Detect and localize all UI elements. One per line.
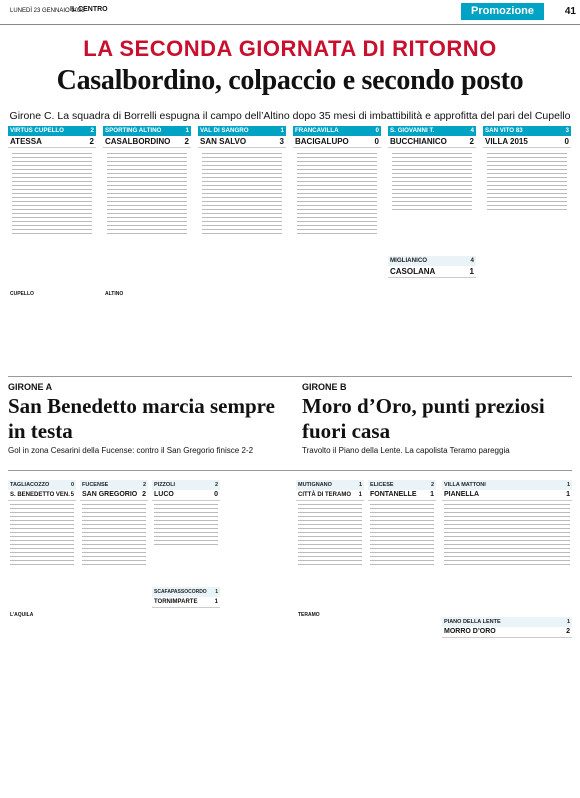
away-score: 1 — [469, 267, 474, 276]
match-card — [152, 480, 220, 768]
match-lineups — [368, 501, 436, 611]
away-team: S. BENEDETTO VEN. — [10, 492, 70, 498]
away-team: LUCO — [154, 491, 174, 498]
home-team: SAN VITO 83 — [485, 127, 523, 134]
match-away-row — [8, 490, 76, 501]
home-team: TAGLIACOZZO — [10, 482, 50, 488]
match-lineups — [483, 148, 571, 250]
match-home-row — [388, 256, 476, 266]
home-score: 1 — [280, 127, 284, 134]
match-home-row — [388, 126, 476, 136]
match-away-row — [103, 136, 191, 148]
away-team: ATESSA — [10, 137, 42, 146]
girone-b-label: GIRONE B — [302, 382, 347, 392]
match-away-row — [442, 490, 572, 501]
match-home-row — [368, 480, 436, 490]
home-score: 3 — [565, 127, 569, 134]
section-divider — [8, 470, 572, 471]
home-team: VIRTUS CUPELLO — [10, 127, 64, 134]
away-score: 1 — [566, 491, 570, 498]
home-score: 1 — [358, 482, 362, 488]
away-team: CASALBORDINO — [105, 137, 171, 146]
match-home-row — [8, 126, 96, 136]
match-report-label: ALTINO — [105, 291, 124, 297]
match-away-row — [368, 490, 436, 501]
away-team: TORNIMPARTE — [154, 599, 198, 605]
girone-b-subheadline: Travolto il Piano della Lente. La capolista Teramo pareggia — [302, 446, 510, 455]
home-score: 1 — [566, 619, 570, 625]
match-report-label: TERAMO — [298, 612, 320, 618]
home-score: 1 — [566, 482, 570, 488]
match-away-row — [198, 136, 286, 148]
girone-a-subheadline: Gol in zona Cesarini della Fucense: contro il San Gregorio finisce 2-2 — [8, 446, 254, 455]
girone-c-matches — [8, 126, 572, 356]
away-score: 0 — [374, 137, 379, 146]
away-team: CASOLANA — [390, 267, 436, 276]
home-team: PIZZOLI — [154, 482, 176, 488]
home-score: 2 — [430, 482, 434, 488]
away-score: 2 — [89, 137, 94, 146]
home-score: 2 — [214, 482, 218, 488]
kicker: LA SECONDA GIORNATA DI RITORNO — [83, 36, 497, 61]
match-away-row — [152, 490, 220, 501]
away-score: 1 — [214, 599, 218, 605]
match-card — [296, 480, 364, 768]
match-lineups — [293, 148, 381, 290]
match-card — [8, 480, 76, 768]
newspaper-name: IL CENTRO — [70, 6, 108, 13]
match-home-row — [293, 126, 381, 136]
away-team: BUCCHIANICO — [390, 137, 447, 146]
match-lineups — [80, 501, 148, 611]
page-header — [0, 0, 580, 25]
match-lineups — [152, 501, 220, 581]
girone-a-headline: San Benedetto marcia sempre in testa — [8, 394, 275, 443]
home-score: 4 — [470, 127, 474, 134]
home-score: 2 — [142, 482, 146, 488]
away-team: VILLA 2015 — [485, 137, 528, 146]
home-team: MUTIGNANO — [298, 482, 332, 488]
match-lineups — [198, 148, 286, 290]
match-home-row — [442, 617, 572, 627]
away-team: MORRO D’ORO — [444, 628, 496, 635]
home-team: SCAFAPASSOCORDO — [154, 589, 207, 595]
match-home-row — [103, 126, 191, 136]
home-score: 4 — [470, 257, 474, 264]
match-report-label: CUPELLO — [10, 291, 34, 297]
match-home-row — [152, 587, 220, 597]
home-team: S. GIOVANNI T. — [390, 127, 435, 134]
girone-a-label: GIRONE A — [8, 382, 53, 392]
issue-date: LUNEDÌ 23 GENNAIO 2023 — [10, 8, 85, 14]
home-team: MIGLIANICO — [390, 257, 428, 264]
match-card — [198, 126, 286, 356]
away-team: BACIGALUPO — [295, 137, 349, 146]
match-home-row — [442, 480, 572, 490]
match-home-row — [152, 480, 220, 490]
home-score: 0 — [375, 127, 379, 134]
match-away-row — [80, 490, 148, 501]
match-lineups — [442, 501, 572, 611]
away-score: 1 — [430, 491, 434, 498]
match-card — [103, 126, 191, 356]
away-team: FONTANELLE — [370, 491, 417, 498]
page-number: 41 — [564, 6, 576, 17]
away-score: 2 — [142, 491, 146, 498]
match-away-row — [442, 627, 572, 638]
away-team: SAN SALVO — [200, 137, 247, 146]
match-lineups — [296, 501, 364, 611]
match-home-row — [296, 480, 364, 490]
match-away-row — [483, 136, 571, 148]
match-lineups — [388, 148, 476, 250]
away-score: 3 — [279, 137, 284, 146]
away-team: CITTÀ DI TERAMO — [298, 492, 351, 498]
away-score: 2 — [566, 628, 570, 635]
match-away-row — [293, 136, 381, 148]
home-score: 2 — [90, 127, 94, 134]
match-away-row — [296, 490, 364, 501]
match-away-row — [388, 136, 476, 148]
match-home-row — [8, 480, 76, 490]
away-score: 5 — [70, 492, 74, 498]
match-away-row — [8, 136, 96, 148]
match-lineups — [103, 148, 191, 290]
home-score: 0 — [70, 482, 74, 488]
match-card — [8, 126, 96, 356]
home-team: ELICESE — [370, 482, 394, 488]
match-card — [293, 126, 381, 356]
match-card — [80, 480, 148, 768]
match-home-row — [198, 126, 286, 136]
subheadline: Girone C. La squadra di Borrelli espugna il campo dell’Altino dopo 35 mesi di imbattibilità e approfitta del pari del Cupello — [9, 110, 571, 122]
away-team: SAN GREGORIO — [82, 491, 138, 498]
away-team: PIANELLA — [444, 491, 479, 498]
match-home-row — [483, 126, 571, 136]
home-score: 1 — [215, 589, 218, 595]
girone-b-headline: Moro d’Oro, punti preziosi fuori casa — [302, 394, 545, 443]
match-home-row — [80, 480, 148, 490]
away-score: 0 — [564, 137, 569, 146]
section-badge: Promozione — [461, 3, 544, 20]
home-team: VILLA MATTONI — [444, 482, 486, 488]
match-card — [442, 480, 572, 768]
home-team: VAL DI SANGRO — [200, 127, 249, 134]
match-away-row — [152, 597, 220, 608]
home-team: FRANCAVILLA — [295, 127, 339, 134]
match-away-row — [388, 266, 476, 278]
away-score: 1 — [358, 492, 362, 498]
home-team: PIANO DELLA LENTE — [444, 619, 501, 625]
away-score: 2 — [469, 137, 474, 146]
match-card — [368, 480, 436, 768]
away-score: 2 — [184, 137, 189, 146]
away-score: 0 — [214, 491, 218, 498]
match-lineups — [8, 148, 96, 290]
match-card — [483, 126, 571, 356]
main-headline: Casalbordino, colpaccio e secondo posto — [56, 65, 524, 96]
section-divider — [8, 376, 572, 377]
match-lineups — [8, 501, 76, 611]
home-team: SPORTING ALTINO — [105, 127, 162, 134]
home-score: 1 — [185, 127, 189, 134]
match-card — [388, 126, 476, 356]
match-report-label: L’AQUILA — [10, 612, 34, 618]
home-team: FUCENSE — [82, 482, 109, 488]
